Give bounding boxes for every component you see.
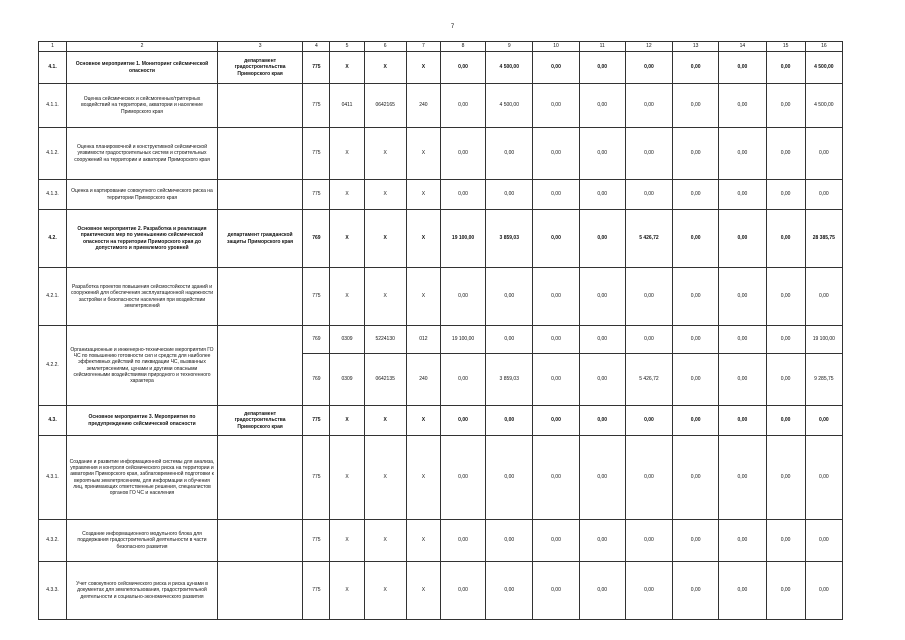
header-cell: 2 [67, 42, 218, 52]
value-cell-c15: 0,00 [766, 180, 805, 210]
value-cell-c8: 0,00 [440, 406, 485, 436]
row-number: 4.3.3. [39, 562, 67, 620]
table-row [39, 52, 843, 84]
value-cell-c7: X [406, 406, 440, 436]
header-cell: 11 [579, 42, 625, 52]
value-cell-c10: 0,00 [533, 268, 579, 326]
row-description: Создание информационного модульного блока для поддержания градостроительной деятельности в части безопасного развития [67, 520, 218, 562]
header-cell: 16 [805, 42, 842, 52]
value-cell-c15: 0,00 [766, 84, 805, 128]
header-cell: 13 [673, 42, 719, 52]
value-cell-c6: X [364, 180, 406, 210]
value-cell-c7: 240 [406, 84, 440, 128]
row-number: 4.2.2. [39, 326, 67, 406]
value-cell-c15: 0,00 [766, 436, 805, 520]
row-description: Основное мероприятие 1. Мониторинг сейсмической опасности [67, 52, 218, 84]
row-number: 4.1.1. [39, 84, 67, 128]
value-cell-c8: 0,00 [440, 354, 485, 406]
value-cell-c7: X [406, 180, 440, 210]
value-cell-c7: 240 [406, 354, 440, 406]
table-row [39, 326, 843, 354]
value-cell-c8: 0,00 [440, 84, 485, 128]
value-cell-c13: 0,00 [673, 326, 719, 354]
value-cell-c16: 28 385,75 [805, 210, 842, 268]
value-cell-c7: X [406, 562, 440, 620]
row-description: Оценка сейсмических и сейсмогенных/триггерных воздействий на территорию, акватории и население Приморского края [67, 84, 218, 128]
row-executor [217, 562, 302, 620]
value-cell-c8: 0,00 [440, 268, 485, 326]
value-cell-c11: 0,00 [579, 52, 625, 84]
value-cell-c10: 0,00 [533, 436, 579, 520]
value-cell-c4: 769 [303, 326, 330, 354]
row-number: 4.2.1. [39, 268, 67, 326]
header-cell: 9 [486, 42, 533, 52]
value-cell-c11: 0,00 [579, 128, 625, 180]
value-cell-c14: 0,00 [719, 354, 766, 406]
value-cell-c4: 775 [303, 406, 330, 436]
value-cell-c11: 0,00 [579, 84, 625, 128]
value-cell-c16: 19 100,00 [805, 326, 842, 354]
value-cell-c10: 0,00 [533, 406, 579, 436]
value-cell-c13: 0,00 [673, 268, 719, 326]
value-cell-c15: 0,00 [766, 326, 805, 354]
table-row [39, 84, 843, 128]
value-cell-c12: 0,00 [625, 180, 672, 210]
value-cell-c4: 775 [303, 180, 330, 210]
table-row [39, 562, 843, 620]
value-cell-c9: 0,00 [486, 326, 533, 354]
table-row [39, 520, 843, 562]
value-cell-c8: 0,00 [440, 562, 485, 620]
value-cell-c7: X [406, 52, 440, 84]
value-cell-c14: 0,00 [719, 52, 766, 84]
header-cell: 7 [406, 42, 440, 52]
value-cell-c11: 0,00 [579, 210, 625, 268]
value-cell-c6: X [364, 210, 406, 268]
value-cell-c11: 0,00 [579, 326, 625, 354]
value-cell-c6: X [364, 520, 406, 562]
table-row [39, 180, 843, 210]
value-cell-c13: 0,00 [673, 52, 719, 84]
value-cell-c13: 0,00 [673, 562, 719, 620]
value-cell-c8: 0,00 [440, 436, 485, 520]
header-cell: 12 [625, 42, 672, 52]
row-number: 4.3.2. [39, 520, 67, 562]
row-number: 4.3. [39, 406, 67, 436]
row-executor: департамент градостроительства Приморского края [217, 52, 302, 84]
value-cell-c5: 0309 [330, 354, 364, 406]
row-executor [217, 180, 302, 210]
value-cell-c4: 775 [303, 52, 330, 84]
value-cell-c7: 012 [406, 326, 440, 354]
value-cell-c16: 0,00 [805, 268, 842, 326]
value-cell-c8: 0,00 [440, 520, 485, 562]
value-cell-c14: 0,00 [719, 128, 766, 180]
value-cell-c5: X [330, 436, 364, 520]
value-cell-c16: 9 285,75 [805, 354, 842, 406]
value-cell-c13: 0,00 [673, 520, 719, 562]
value-cell-c15: 0,00 [766, 520, 805, 562]
value-cell-c7: X [406, 436, 440, 520]
value-cell-c6: 0642135 [364, 354, 406, 406]
table-row [39, 268, 843, 326]
value-cell-c8: 0,00 [440, 52, 485, 84]
value-cell-c6: X [364, 268, 406, 326]
value-cell-c15: 0,00 [766, 268, 805, 326]
value-cell-c14: 0,00 [719, 210, 766, 268]
value-cell-c6: X [364, 436, 406, 520]
value-cell-c9: 3 859,03 [486, 354, 533, 406]
row-executor [217, 84, 302, 128]
value-cell-c15: 0,00 [766, 128, 805, 180]
value-cell-c10: 0,00 [533, 128, 579, 180]
row-description: Создание и развитие информационной системы для анализа, управления и контроля сейсмического риска на территории и акватории Приморского края, заблаговременной подготовки к вероятным землетрясениям, для информации и обучения лиц, принимающих ответственные решения, специалистов органов ГО ЧС и населения [67, 436, 218, 520]
value-cell-c6: 0642165 [364, 84, 406, 128]
value-cell-c14: 0,00 [719, 84, 766, 128]
value-cell-c4: 769 [303, 354, 330, 406]
value-cell-c14: 0,00 [719, 268, 766, 326]
value-cell-c15: 0,00 [766, 52, 805, 84]
row-description: Основное мероприятие 2. Разработка и реализация практических мер по уменьшению сейсмической опасности на территории Приморского края до допустимого и приемлемого уровней [67, 210, 218, 268]
value-cell-c4: 775 [303, 436, 330, 520]
value-cell-c8: 0,00 [440, 128, 485, 180]
value-cell-c6: X [364, 128, 406, 180]
value-cell-c14: 0,00 [719, 406, 766, 436]
value-cell-c13: 0,00 [673, 436, 719, 520]
header-cell: 6 [364, 42, 406, 52]
value-cell-c8: 0,00 [440, 180, 485, 210]
value-cell-c12: 5 426,72 [625, 210, 672, 268]
row-description: Организационные и инженерно-технические мероприятия ГО ЧС по повышению готовности сил и средств для наиболее эффективных действий по ликвидации ЧС, вызванных землетрясениями, цунами и другими опасными сейсмогенными воздействиями природного и техногенного характера [67, 326, 218, 406]
value-cell-c13: 0,00 [673, 354, 719, 406]
value-cell-c9: 0,00 [486, 436, 533, 520]
value-cell-c4: 775 [303, 268, 330, 326]
value-cell-c9: 4 500,00 [486, 84, 533, 128]
header-row [39, 42, 843, 52]
value-cell-c5: X [330, 210, 364, 268]
value-cell-c12: 0,00 [625, 562, 672, 620]
value-cell-c14: 0,00 [719, 436, 766, 520]
row-number: 4.3.1. [39, 436, 67, 520]
value-cell-c15: 0,00 [766, 210, 805, 268]
value-cell-c11: 0,00 [579, 562, 625, 620]
value-cell-c6: 5224130 [364, 326, 406, 354]
value-cell-c13: 0,00 [673, 210, 719, 268]
table-row [39, 436, 843, 520]
value-cell-c15: 0,00 [766, 406, 805, 436]
value-cell-c12: 5 426,72 [625, 354, 672, 406]
value-cell-c4: 775 [303, 84, 330, 128]
value-cell-c11: 0,00 [579, 354, 625, 406]
value-cell-c12: 0,00 [625, 128, 672, 180]
value-cell-c16: 4 500,00 [805, 52, 842, 84]
row-description: Оценка планировочной и конструктивной сейсмической уязвимости градостроительных систем и строительных сооружений на территории и акватории Приморского края [67, 128, 218, 180]
value-cell-c5: X [330, 406, 364, 436]
value-cell-c5: X [330, 180, 364, 210]
value-cell-c6: X [364, 52, 406, 84]
value-cell-c16: 4 500,00 [805, 84, 842, 128]
value-cell-c14: 0,00 [719, 562, 766, 620]
value-cell-c7: X [406, 128, 440, 180]
row-executor [217, 520, 302, 562]
row-executor [217, 128, 302, 180]
table-row [39, 210, 843, 268]
value-cell-c10: 0,00 [533, 520, 579, 562]
value-cell-c13: 0,00 [673, 128, 719, 180]
value-cell-c16: 0,00 [805, 406, 842, 436]
value-cell-c4: 769 [303, 210, 330, 268]
value-cell-c15: 0,00 [766, 354, 805, 406]
page-number: 7 [450, 24, 455, 30]
value-cell-c11: 0,00 [579, 268, 625, 326]
row-number: 4.1.3. [39, 180, 67, 210]
value-cell-c7: X [406, 210, 440, 268]
value-cell-c5: X [330, 52, 364, 84]
value-cell-c13: 0,00 [673, 84, 719, 128]
value-cell-c6: X [364, 562, 406, 620]
value-cell-c8: 19 100,00 [440, 210, 485, 268]
value-cell-c7: X [406, 268, 440, 326]
row-description: Разработка проектов повышения сейсмостойкости зданий и сооружений для обеспечения эксплуатационной надежности застройки и безопасности населения при воздействии землетрясений [67, 268, 218, 326]
value-cell-c8: 19 100,00 [440, 326, 485, 354]
row-number: 4.1. [39, 52, 67, 84]
value-cell-c5: X [330, 128, 364, 180]
header-cell: 4 [303, 42, 330, 52]
header-cell: 8 [440, 42, 485, 52]
value-cell-c10: 0,00 [533, 326, 579, 354]
value-cell-c10: 0,00 [533, 210, 579, 268]
value-cell-c9: 0,00 [486, 406, 533, 436]
row-executor [217, 436, 302, 520]
value-cell-c11: 0,00 [579, 436, 625, 520]
value-cell-c9: 0,00 [486, 268, 533, 326]
value-cell-c16: 0,00 [805, 520, 842, 562]
row-description: Основное мероприятие 3. Мероприятия по предупреждению сейсмической опасности [67, 406, 218, 436]
value-cell-c14: 0,00 [719, 520, 766, 562]
value-cell-c9: 4 500,00 [486, 52, 533, 84]
value-cell-c16: 0,00 [805, 180, 842, 210]
value-cell-c5: 0411 [330, 84, 364, 128]
row-description: Учет совокупного сейсмического риска и риска цунами в документах для землепользования, градостроительной деятельности и социально-экономического развития [67, 562, 218, 620]
value-cell-c4: 775 [303, 128, 330, 180]
value-cell-c16: 0,00 [805, 562, 842, 620]
value-cell-c5: X [330, 562, 364, 620]
value-cell-c15: 0,00 [766, 562, 805, 620]
row-executor: департамент гражданской защиты Приморского края [217, 210, 302, 268]
value-cell-c9: 0,00 [486, 520, 533, 562]
value-cell-c6: X [364, 406, 406, 436]
value-cell-c12: 0,00 [625, 406, 672, 436]
row-executor: департамент градостроительства Приморского края [217, 406, 302, 436]
value-cell-c11: 0,00 [579, 180, 625, 210]
value-cell-c12: 0,00 [625, 52, 672, 84]
value-cell-c5: X [330, 520, 364, 562]
value-cell-c12: 0,00 [625, 268, 672, 326]
value-cell-c14: 0,00 [719, 326, 766, 354]
value-cell-c9: 0,00 [486, 128, 533, 180]
value-cell-c12: 0,00 [625, 520, 672, 562]
budget-table [38, 41, 843, 620]
value-cell-c5: X [330, 268, 364, 326]
value-cell-c10: 0,00 [533, 354, 579, 406]
row-number: 4.2. [39, 210, 67, 268]
value-cell-c10: 0,00 [533, 562, 579, 620]
value-cell-c11: 0,00 [579, 406, 625, 436]
row-number: 4.1.2. [39, 128, 67, 180]
table-row [39, 406, 843, 436]
value-cell-c12: 0,00 [625, 326, 672, 354]
row-executor [217, 326, 302, 406]
header-cell: 15 [766, 42, 805, 52]
value-cell-c12: 0,00 [625, 84, 672, 128]
value-cell-c10: 0,00 [533, 180, 579, 210]
value-cell-c7: X [406, 520, 440, 562]
value-cell-c16: 0,00 [805, 436, 842, 520]
table-row [39, 128, 843, 180]
value-cell-c11: 0,00 [579, 520, 625, 562]
value-cell-c12: 0,00 [625, 436, 672, 520]
value-cell-c16: 0,00 [805, 128, 842, 180]
value-cell-c9: 3 859,03 [486, 210, 533, 268]
value-cell-c9: 0,00 [486, 180, 533, 210]
row-description: Оценка и картирование совокупного сейсмического риска на территории Приморского края [67, 180, 218, 210]
value-cell-c4: 775 [303, 562, 330, 620]
value-cell-c13: 0,00 [673, 180, 719, 210]
value-cell-c9: 0,00 [486, 562, 533, 620]
header-cell: 10 [533, 42, 579, 52]
value-cell-c4: 775 [303, 520, 330, 562]
header-cell: 3 [217, 42, 302, 52]
header-cell: 5 [330, 42, 364, 52]
value-cell-c14: 0,00 [719, 180, 766, 210]
value-cell-c10: 0,00 [533, 52, 579, 84]
value-cell-c13: 0,00 [673, 406, 719, 436]
row-executor [217, 268, 302, 326]
header-cell: 14 [719, 42, 766, 52]
value-cell-c5: 0309 [330, 326, 364, 354]
value-cell-c10: 0,00 [533, 84, 579, 128]
header-cell: 1 [39, 42, 67, 52]
